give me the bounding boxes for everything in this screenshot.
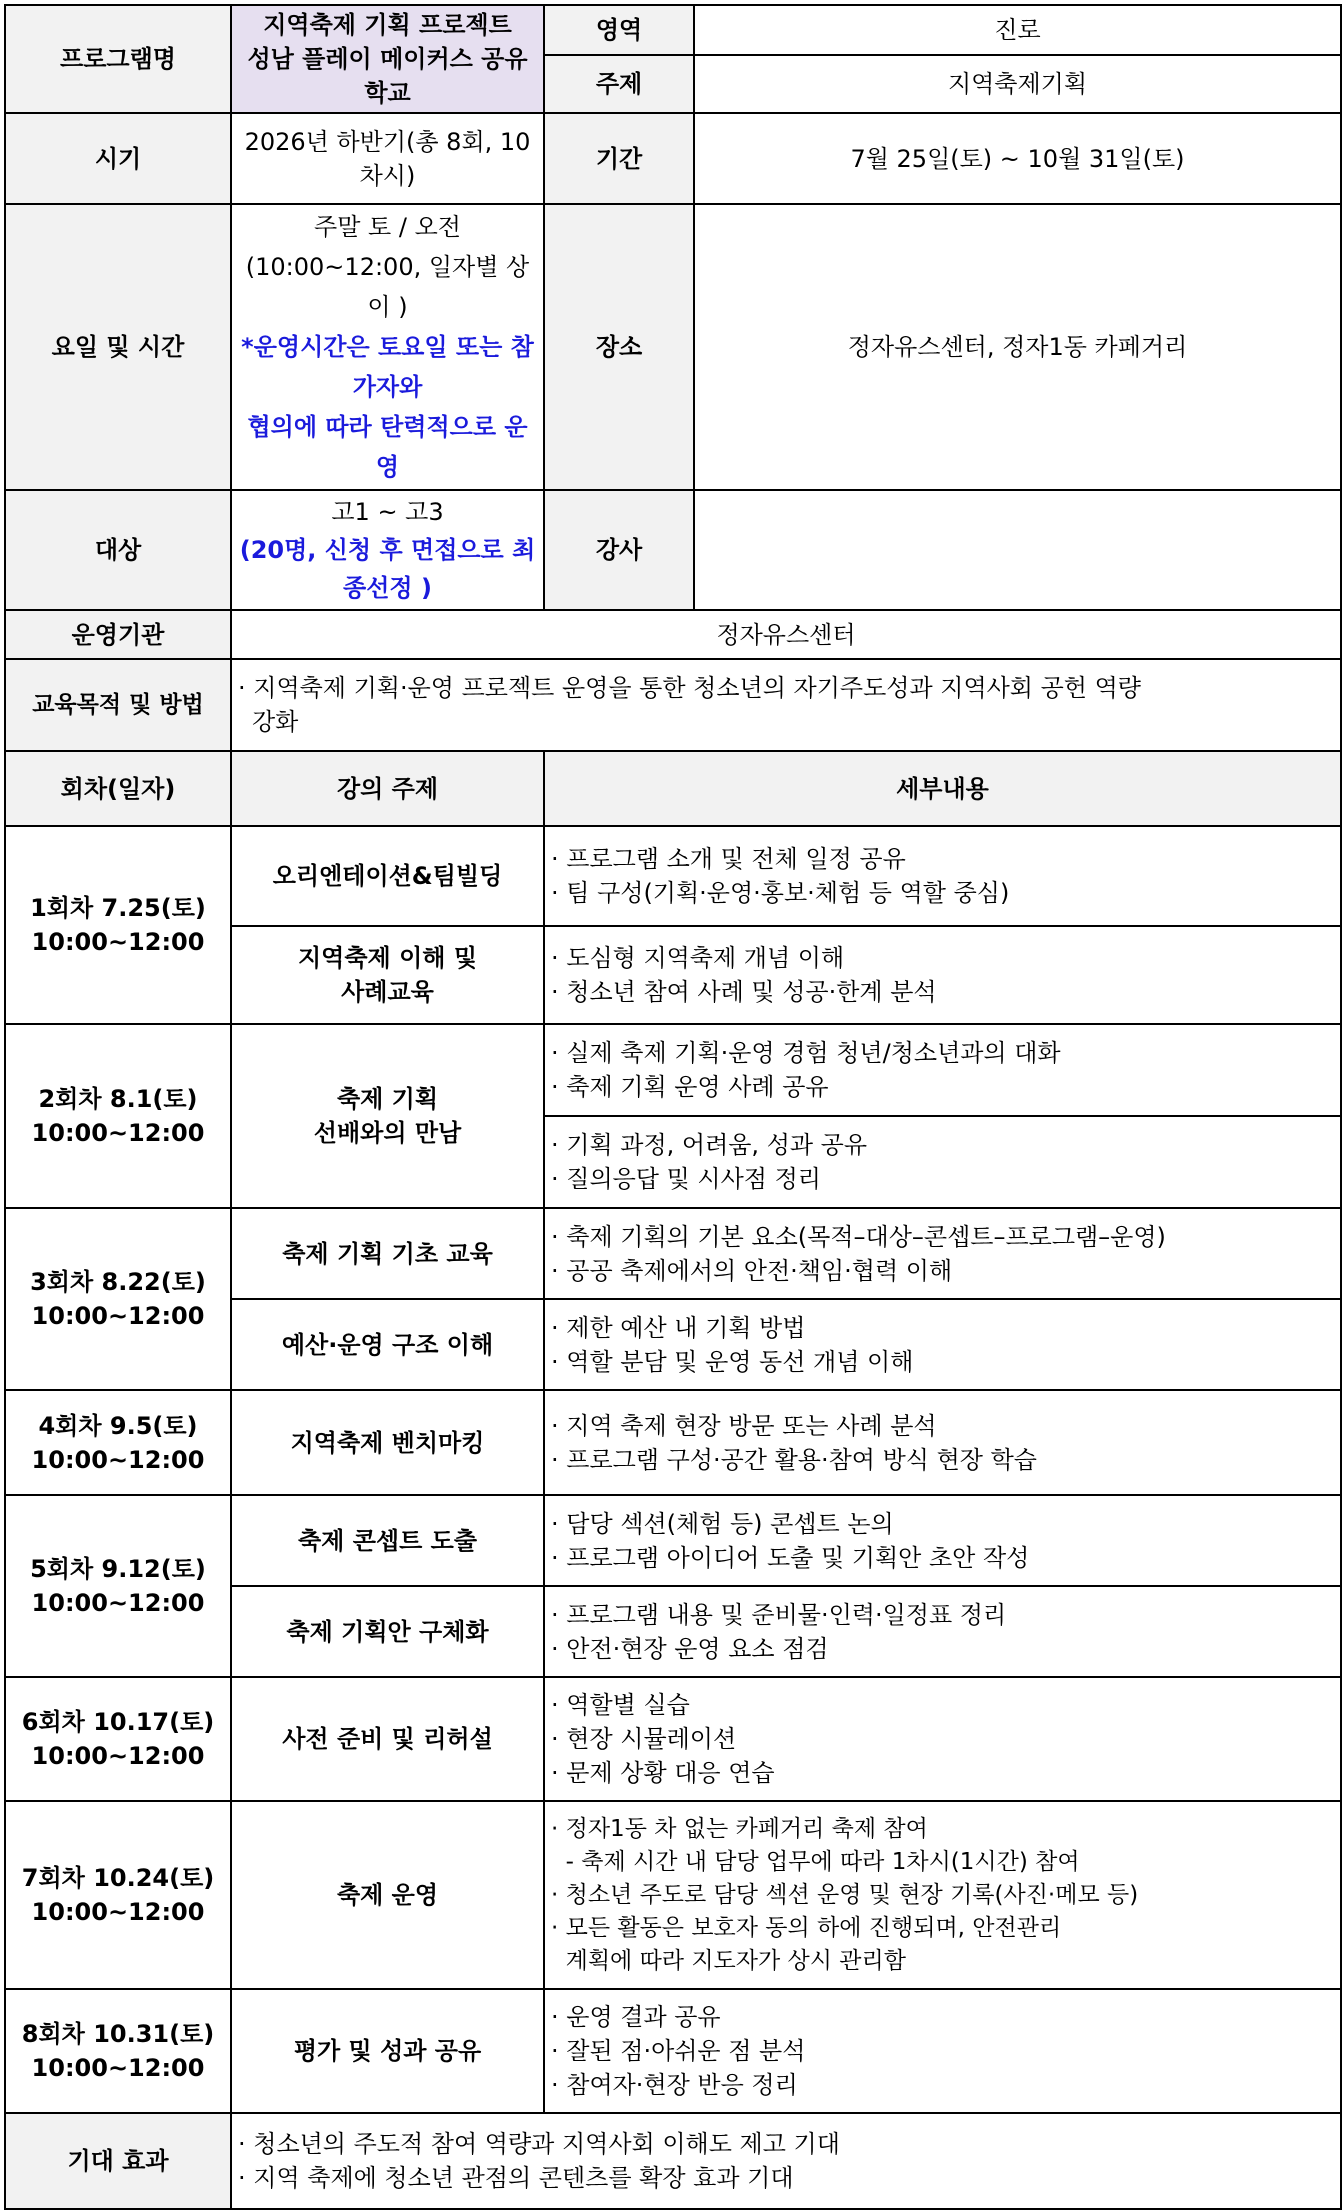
session-topic: 사전 준비 및 리허설 <box>231 1677 544 1801</box>
detail-header: 세부내용 <box>544 751 1341 826</box>
session-topic: 지역축제 이해 및 사례교육 <box>231 926 544 1024</box>
session-topic: 예산·운영 구조 이해 <box>231 1299 544 1390</box>
session-cell: 8회차 10.31(토) 10:00~12:00 <box>5 1989 231 2113</box>
period-label: 기간 <box>544 113 694 204</box>
day-label: 요일 및 시간 <box>5 204 231 490</box>
session-detail: · 기획 과정, 어려움, 성과 공유 · 질의응답 및 시사점 정리 <box>544 1116 1341 1208</box>
session-cell: 1회차 7.25(토) 10:00~12:00 <box>5 826 231 1024</box>
day-value: 주말 토 / 오전 (10:00~12:00, 일자별 상이 ) *운영시간은 토요일 또는 참가자와 협의에 따라 탄력적으로 운영 <box>231 204 544 490</box>
session-detail: · 제한 예산 내 기획 방법 · 역할 분담 및 운영 동선 개념 이해 <box>544 1299 1341 1390</box>
effect-label: 기대 효과 <box>5 2113 231 2209</box>
area-value: 진로 <box>694 5 1341 55</box>
time-label: 시기 <box>5 113 231 204</box>
program-plan-table <box>4 4 1342 2210</box>
session-topic: 지역축제 벤치마킹 <box>231 1390 544 1495</box>
session-topic: 축제 기획 선배와의 만남 <box>231 1024 544 1208</box>
session-cell: 5회차 9.12(토) 10:00~12:00 <box>5 1495 231 1677</box>
target-label: 대상 <box>5 490 231 610</box>
session-topic: 축제 기획 기초 교육 <box>231 1208 544 1299</box>
place-value: 정자유스센터, 정자1동 카페거리 <box>694 204 1341 490</box>
session-detail: · 지역 축제 현장 방문 또는 사례 분석 · 프로그램 구성·공간 활용·참여 방식 현장 학습 <box>544 1390 1341 1495</box>
program-label: 프로그램명 <box>5 5 231 113</box>
org-value: 정자유스센터 <box>231 610 1341 659</box>
session-topic: 오리엔테이션&팀빌딩 <box>231 826 544 926</box>
purpose-value: · 지역축제 기획·운영 프로젝트 운영을 통한 청소년의 자기주도성과 지역사회 공헌 역량 강화 <box>231 659 1341 751</box>
target-value: 고1 ~ 고3 (20명, 신청 후 면접으로 최종선정 ) <box>231 490 544 610</box>
teacher-value <box>694 490 1341 610</box>
session-topic: 축제 콘셉트 도출 <box>231 1495 544 1586</box>
session-cell: 4회차 9.5(토) 10:00~12:00 <box>5 1390 231 1495</box>
program-name: 지역축제 기획 프로젝트 성남 플레이 메이커스 공유학교 <box>231 5 544 113</box>
session-header: 회차(일자) <box>5 751 231 826</box>
area-label: 영역 <box>544 5 694 55</box>
session-detail: · 프로그램 소개 및 전체 일정 공유 · 팀 구성(기획·운영·홍보·체험 등 역할 중심) <box>544 826 1341 926</box>
session-topic: 평가 및 성과 공유 <box>231 1989 544 2113</box>
session-detail: · 실제 축제 기획·운영 경험 청년/청소년과의 대화 · 축제 기획 운영 사례 공유 <box>544 1024 1341 1116</box>
session-detail: · 역할별 실습 · 현장 시뮬레이션 · 문제 상황 대응 연습 <box>544 1677 1341 1801</box>
time-value: 2026년 하반기(총 8회, 10차시) <box>231 113 544 204</box>
topic-label: 주제 <box>544 55 694 113</box>
period-value: 7월 25일(토) ~ 10월 31일(토) <box>694 113 1341 204</box>
session-cell: 6회차 10.17(토) 10:00~12:00 <box>5 1677 231 1801</box>
session-topic: 축제 기획안 구체화 <box>231 1586 544 1677</box>
org-label: 운영기관 <box>5 610 231 659</box>
effect-value: · 청소년의 주도적 참여 역량과 지역사회 이해도 제고 기대 · 지역 축제에 청소년 관점의 콘텐츠를 확장 효과 기대 <box>231 2113 1341 2209</box>
session-detail: · 도심형 지역축제 개념 이해 · 청소년 참여 사례 및 성공·한계 분석 <box>544 926 1341 1024</box>
topic-value: 지역축제기획 <box>694 55 1341 113</box>
session-detail: · 담당 섹션(체험 등) 콘셉트 논의 · 프로그램 아이디어 도출 및 기획안 초안 작성 <box>544 1495 1341 1586</box>
session-topic: 축제 운영 <box>231 1801 544 1989</box>
session-detail: · 정자1동 차 없는 카페거리 축제 참여 - 축제 시간 내 담당 업무에 따라 1차시(1시간) 참여 · 청소년 주도로 담당 섹션 운영 및 현장 기록(사진·메모 등) · 모든 활동은 보호자 동의 하에 진행되며, 안전관리 계획에 따라 지도자가 상시 관리함 <box>544 1801 1341 1989</box>
topic-header: 강의 주제 <box>231 751 544 826</box>
session-cell: 7회차 10.24(토) 10:00~12:00 <box>5 1801 231 1989</box>
teacher-label: 강사 <box>544 490 694 610</box>
session-detail: · 축제 기획의 기본 요소(목적–대상–콘셉트–프로그램–운영) · 공공 축제에서의 안전·책임·협력 이해 <box>544 1208 1341 1299</box>
session-detail: · 운영 결과 공유 · 잘된 점·아쉬운 점 분석 · 참여자·현장 반응 정리 <box>544 1989 1341 2113</box>
session-detail: · 프로그램 내용 및 준비물·인력·일정표 정리 · 안전·현장 운영 요소 점검 <box>544 1586 1341 1677</box>
session-cell: 2회차 8.1(토) 10:00~12:00 <box>5 1024 231 1208</box>
session-cell: 3회차 8.22(토) 10:00~12:00 <box>5 1208 231 1390</box>
place-label: 장소 <box>544 204 694 490</box>
purpose-label: 교육목적 및 방법 <box>5 659 231 751</box>
